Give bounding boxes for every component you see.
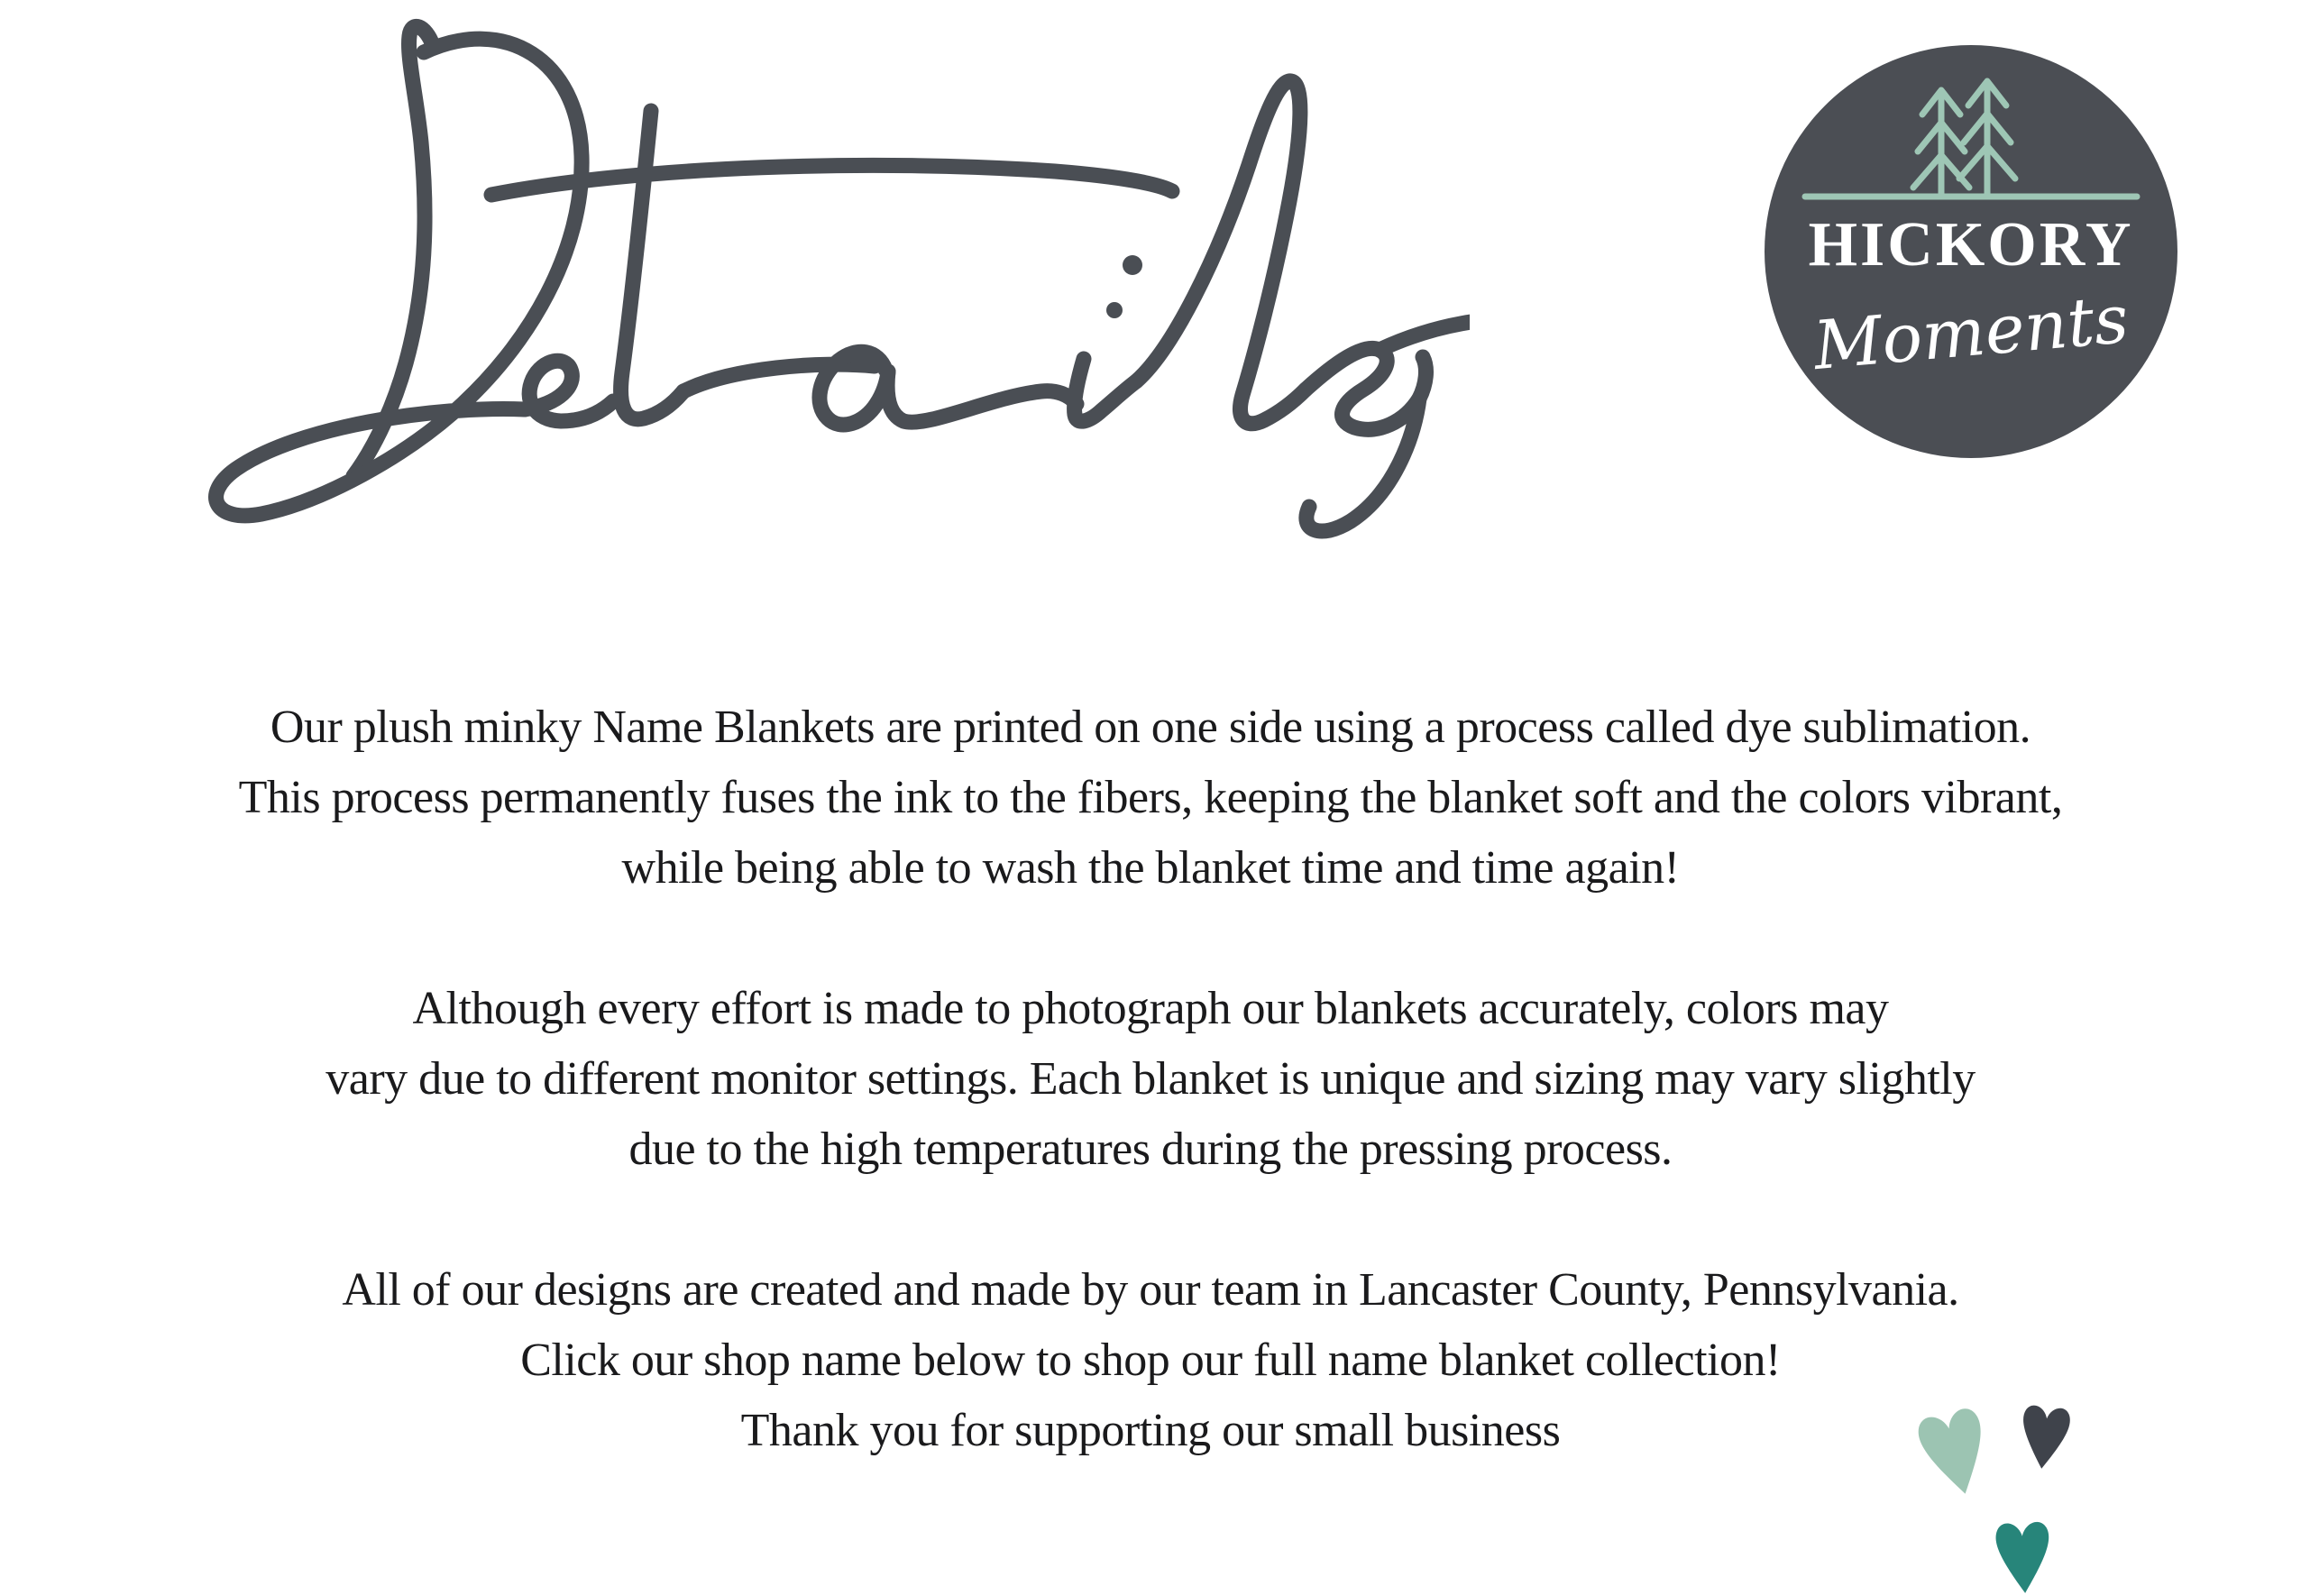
logo-script-word: Moments <box>1811 280 2131 386</box>
text-line: Click our shop name below to shop our full name blanket collection! <box>520 1335 1781 1386</box>
text-line: due to the high temperatures during the pressing process. <box>628 1124 1673 1175</box>
text-line: All of our designs are created and made by our team in Lancaster County, Pennsylvania. <box>342 1264 1959 1316</box>
text-line: This process permanently fuses the ink to the fibers, keeping the blanket soft and the colors vibrant, <box>238 772 2063 823</box>
text-line: Although every effort is made to photograph our blankets accurately, colors may <box>412 983 1889 1034</box>
logo-wordmark: HICKORY <box>1808 210 2134 280</box>
teal-heart-icon <box>1991 1513 2057 1596</box>
paragraph-colors-sizing <box>0 974 2301 1185</box>
details-script-heading <box>135 7 1470 584</box>
text-line: vary due to different monitor settings. Each blanket is unique and sizing may vary slightly <box>325 1053 1976 1105</box>
paragraph-process <box>0 693 2301 903</box>
text-line: Thank you for supporting our small business <box>740 1405 1561 1456</box>
shop-logo[interactable] <box>1765 45 2177 458</box>
text-line: Our plush minky Name Blankets are printed on one side using a process called dye sublimation. <box>270 702 2031 753</box>
page-title-text <box>0 0 1 1</box>
text-line: while being able to wash the blanket time and time again! <box>621 842 1680 894</box>
charcoal-heart-icon <box>2013 1391 2076 1481</box>
body-copy <box>0 693 2301 1466</box>
